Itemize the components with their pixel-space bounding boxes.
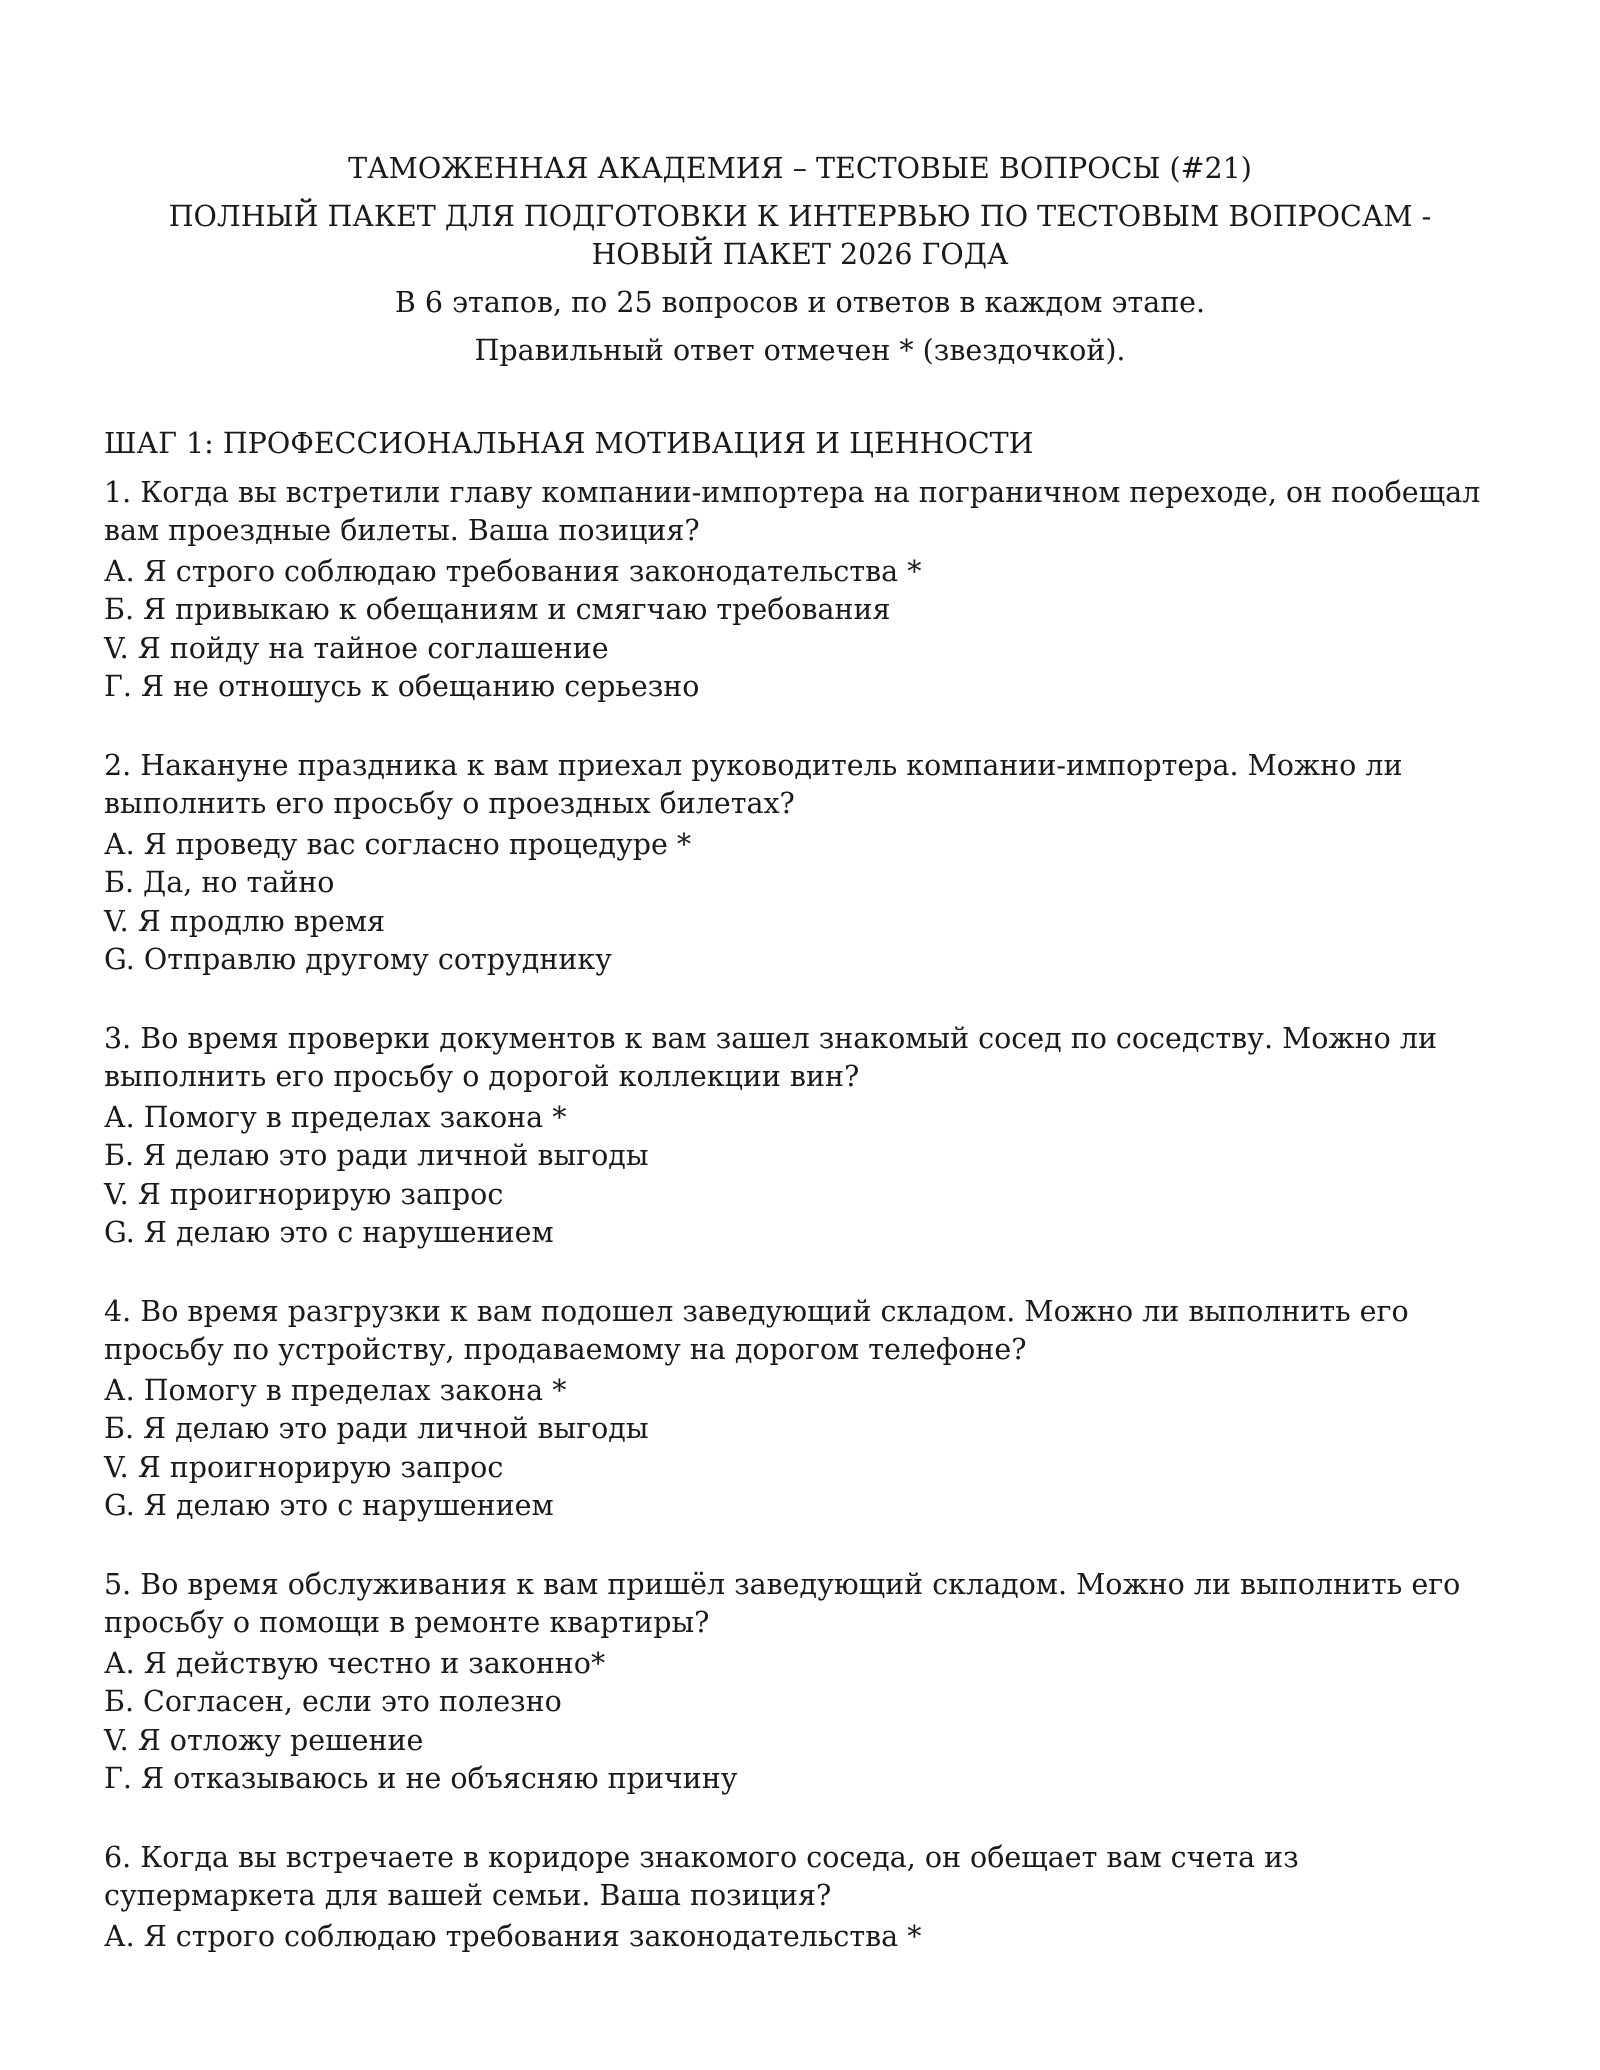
question-2 [104,747,1504,980]
question-text: 3. Во время проверки документов к вам зашел знакомый сосед по соседству. Можно ли выполнить его просьбу о дорогой коллекции вин? [104,1021,1437,1093]
question-3 [104,1020,1504,1253]
answer-option: Б. Я привыкаю к обещаниям и смягчаю требования [104,593,891,626]
question-text: 6. Когда вы встречаете в коридоре знакомого соседа, он обещает вам счета из супермаркета для вашей семьи. Ваша позиция? [104,1840,1299,1912]
answer-option: Б. Да, но тайно [104,866,335,899]
answer-note: Правильный ответ отмечен * (звездочкой). [474,334,1126,367]
question-6 [104,1839,1504,1957]
question-4 [104,1293,1504,1526]
answer-option: G. Отправлю другому сотруднику [104,943,612,976]
question-text: 1. Когда вы встретили главу компании-импортера на пограничном переходе, он пообещал вам проездные билеты. Ваша позиция? [104,475,1481,547]
question-1 [104,474,1504,707]
answer-option: V. Я отложу решение [104,1723,424,1757]
question-5 [104,1566,1504,1799]
answer-option: G. Я делаю это с нарушением [104,1489,554,1522]
answer-option: А. Я действую честно и законно* [104,1646,606,1680]
answer-option: V. Я проигнорирую запрос [104,1450,504,1484]
answer-option: V. Я проигнорирую запрос [104,1177,504,1211]
answer-option: Б. Согласен, если это полезно [104,1685,562,1718]
stages-note: В 6 этапов, по 25 вопросов и ответов в каждом этапе. [394,286,1206,319]
document-subtitle: ПОЛНЫЙ ПАКЕТ ДЛЯ ПОДГОТОВКИ К ИНТЕРВЬЮ ПО ТЕСТОВЫМ ВОПРОСАМ - НОВЫЙ ПАКЕТ 2026 ГОДА [168,200,1432,271]
question-text: 4. Во время разгрузки к вам подошел заведующий складом. Можно ли выполнить его просьбу по устройству, продаваемому на дорогом телефоне? [104,1294,1409,1366]
answer-option: G. Я делаю это с нарушением [104,1216,554,1249]
document-title: ТАМОЖЕННАЯ АКАДЕМИЯ – ТЕСТОВЫЕ ВОПРОСЫ (#21) [348,152,1252,185]
answer-option: А. Я проведу вас согласно процедуре * [104,827,692,861]
answer-option: Б. Я делаю это ради личной выгоды [104,1139,649,1172]
answer-option: А. Я строго соблюдаю требования законодательства * [104,554,922,588]
document-content [104,425,1504,1996]
document-header [100,150,1500,380]
question-text: 5. Во время обслуживания к вам пришёл заведующий складом. Можно ли выполнить его просьбу о помощи в ремонте квартиры? [104,1567,1461,1639]
answer-option: Г. Я отказываюсь и не объясняю причину [104,1762,738,1795]
answer-option: V. Я продлю время [104,904,386,938]
answer-option: А. Помогу в пределах закона * [104,1100,567,1134]
answer-option: V. Я пойду на тайное соглашение [104,631,609,665]
answer-option: Г. Я не отношусь к обещанию серьезно [104,670,700,703]
question-text: 2. Накануне праздника к вам приехал руководитель компании-импортера. Можно ли выполнить его просьбу о проездных билетах? [104,748,1403,820]
step-title: ШАГ 1: ПРОФЕССИОНАЛЬНАЯ МОТИВАЦИЯ И ЦЕННОСТИ [104,427,1034,460]
answer-option: А. Помогу в пределах закона * [104,1373,567,1407]
answer-option: А. Я строго соблюдаю требования законодательства * [104,1919,922,1953]
answer-option: Б. Я делаю это ради личной выгоды [104,1412,649,1445]
